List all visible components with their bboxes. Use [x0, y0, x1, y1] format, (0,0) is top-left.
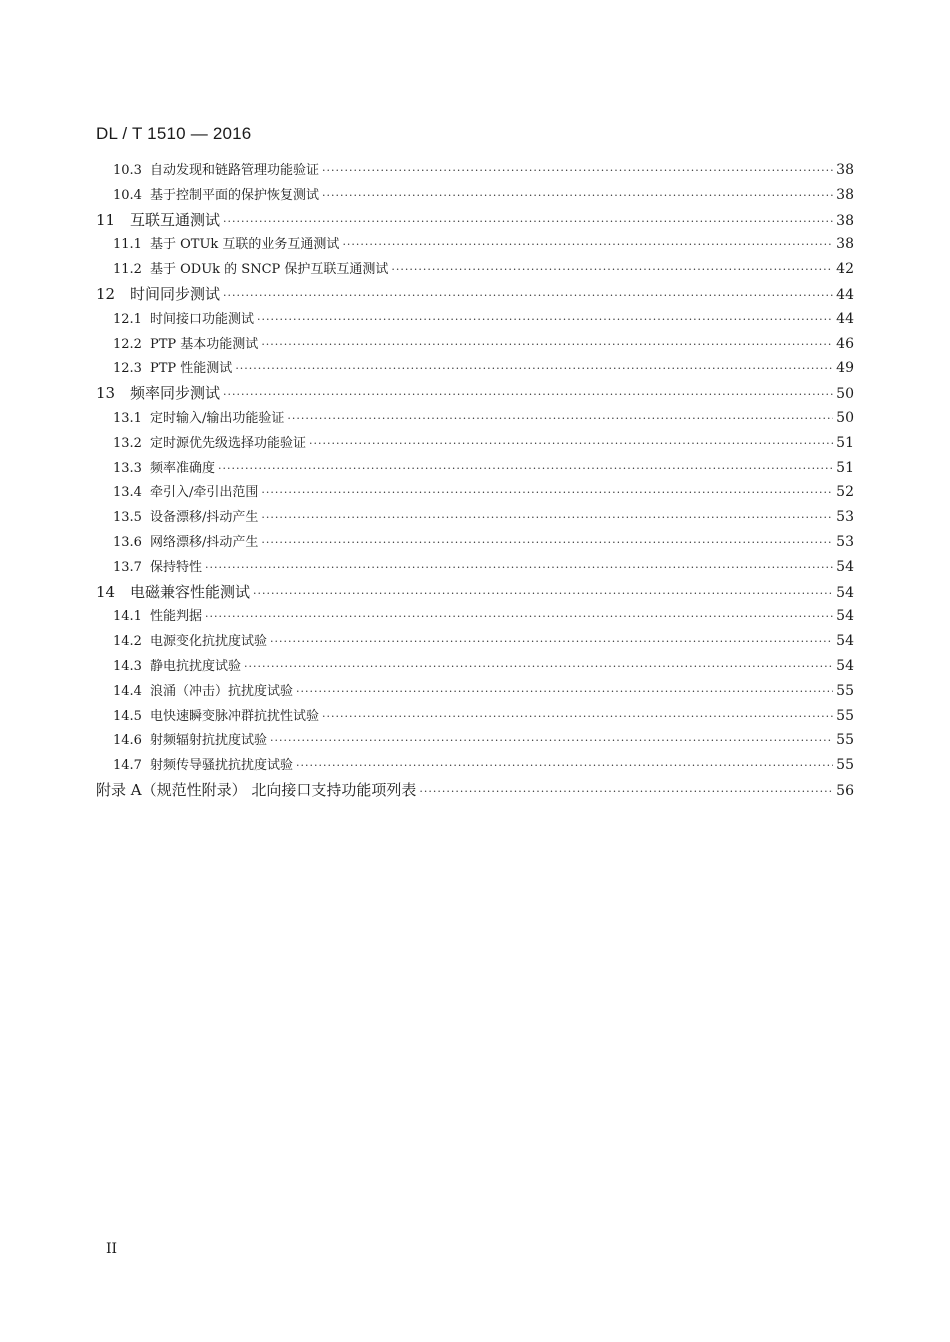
dot-leader — [261, 506, 833, 531]
toc-entry-page: 46 — [836, 335, 854, 352]
toc-entry-13[interactable] — [96, 381, 854, 406]
toc-entry-12-3[interactable] — [96, 356, 854, 381]
document-id-header: DL / T 1510 — 2016 — [96, 124, 252, 143]
toc-entry-14-1[interactable] — [96, 604, 854, 629]
toc-entry-number: 12 — [96, 284, 116, 303]
toc-entry-number: 14.7 — [113, 758, 142, 774]
toc-entry-number: 13 — [96, 384, 116, 403]
toc-entry-10-3[interactable] — [96, 158, 854, 183]
toc-entry-number: 13.1 — [113, 410, 142, 426]
toc-entry-page: 54 — [836, 633, 854, 650]
toc-entry-title: 性能判据 — [150, 609, 203, 625]
toc-entry-page: 55 — [836, 732, 854, 749]
toc-entry-number: 12.2 — [113, 336, 142, 352]
toc-entry-number: 14.4 — [113, 683, 142, 699]
toc-entry-14-4[interactable] — [96, 679, 854, 704]
page-number-footer: II — [106, 1241, 118, 1257]
toc-entry-page: 54 — [836, 558, 854, 575]
toc-entry-number: 11.1 — [113, 237, 142, 253]
toc-entry-page: 53 — [836, 533, 854, 550]
dot-leader — [287, 407, 833, 432]
toc-entry-title: 基于 ODUk 的 SNCP 保护互联互通测试 — [150, 262, 389, 278]
toc-entry-14-5[interactable] — [96, 704, 854, 729]
toc-entry-number: 14.6 — [113, 733, 142, 749]
toc-entry-number: 12.1 — [113, 311, 142, 327]
toc-entry-page: 38 — [836, 236, 854, 253]
toc-entry-page: 42 — [836, 261, 854, 278]
toc-entry-title: PTP 基本功能测试 — [150, 336, 259, 352]
toc-entry-title: 定时源优先级选择功能验证 — [150, 435, 307, 451]
toc-entry-number: 14.3 — [113, 658, 142, 674]
toc-entry-page: 55 — [836, 707, 854, 724]
toc-entry-title: 电磁兼容性能测试 — [130, 582, 251, 601]
toc-entry-title: 频率准确度 — [150, 460, 216, 476]
toc-entry-13-4[interactable] — [96, 480, 854, 505]
toc-entry-page: 54 — [836, 608, 854, 625]
toc-entry-page: 56 — [836, 782, 854, 799]
toc-entry-number: 14.1 — [113, 609, 142, 625]
toc-entry-14-3[interactable] — [96, 654, 854, 679]
dot-leader — [235, 357, 833, 382]
toc-entry-number: 13.4 — [113, 485, 142, 501]
toc-entry-11[interactable] — [96, 208, 854, 233]
toc-entry-page: 38 — [836, 162, 854, 178]
toc-entry-title: 附录 A（规范性附录） 北向接口支持功能项列表 — [96, 780, 417, 799]
toc-entry-12[interactable] — [96, 282, 854, 307]
dot-leader — [261, 531, 833, 556]
toc-entry-title: 射频传导骚扰抗扰度试验 — [150, 758, 294, 774]
toc-entry-page: 44 — [836, 286, 854, 303]
dot-leader — [218, 457, 833, 482]
toc-entry-number: 13.7 — [113, 559, 142, 575]
toc-entry-13-3[interactable] — [96, 456, 854, 481]
toc-entry-14[interactable] — [96, 580, 854, 605]
toc-entry-title: 频率同步测试 — [130, 384, 221, 403]
toc-entry-page: 54 — [836, 657, 854, 674]
toc-entry-page: 49 — [836, 360, 854, 377]
toc-entry-title: 电快速瞬变脉冲群抗扰性试验 — [150, 708, 320, 724]
toc-entry-page: 54 — [836, 584, 854, 601]
toc-entry-14-6[interactable] — [96, 728, 854, 753]
dot-leader — [322, 159, 833, 184]
toc-entry-10-4[interactable] — [96, 183, 854, 208]
dot-leader — [261, 481, 833, 506]
toc-entry-title: 浪涌（冲击）抗扰度试验 — [150, 683, 294, 699]
toc-entry-appendix-a[interactable] — [96, 778, 854, 803]
toc-entry-number: 10.3 — [113, 163, 142, 178]
toc-entry-page: 38 — [836, 186, 854, 203]
toc-entry-title: 牵引入/牵引出范围 — [150, 485, 259, 501]
toc-entry-number: 13.5 — [113, 510, 142, 526]
toc-entry-title: 网络漂移/抖动产生 — [150, 534, 259, 550]
toc-entry-title: 互联互通测试 — [130, 210, 221, 229]
toc-entry-page: 55 — [836, 757, 854, 774]
toc-entry-title: 定时输入/输出功能验证 — [150, 410, 285, 426]
toc-entry-title: 基于控制平面的保护恢复测试 — [150, 187, 320, 203]
dot-leader — [322, 184, 833, 209]
toc-entry-13-7[interactable] — [96, 555, 854, 580]
dot-leader — [342, 233, 833, 258]
toc-entry-12-1[interactable] — [96, 307, 854, 332]
toc-entry-13-5[interactable] — [96, 505, 854, 530]
dot-leader — [244, 655, 833, 680]
toc-entry-page: 51 — [836, 459, 854, 476]
dot-leader — [205, 556, 833, 581]
dot-leader — [257, 308, 833, 333]
toc-entry-number: 14 — [96, 582, 116, 601]
toc-entry-title: 设备漂移/抖动产生 — [150, 510, 259, 526]
table-of-contents — [96, 158, 854, 803]
toc-entry-12-2[interactable] — [96, 332, 854, 357]
dot-leader — [253, 582, 833, 607]
dot-leader — [296, 754, 833, 779]
toc-entry-page: 51 — [836, 434, 854, 451]
toc-entry-number: 13.3 — [113, 460, 142, 476]
dot-leader — [309, 432, 833, 457]
dot-leader — [270, 729, 833, 754]
toc-entry-title: 保持特性 — [150, 559, 203, 575]
toc-entry-title: 时间接口功能测试 — [150, 311, 255, 327]
toc-entry-number: 12.3 — [113, 361, 142, 377]
toc-entry-14-2[interactable] — [96, 629, 854, 654]
toc-entry-title: 静电抗扰度试验 — [150, 658, 242, 674]
toc-entry-title: 基于 OTUk 互联的业务互通测试 — [150, 237, 340, 253]
toc-entry-number: 11 — [96, 210, 116, 229]
toc-entry-number: 13.6 — [113, 534, 142, 550]
toc-entry-title: 自动发现和链路管理功能验证 — [150, 163, 320, 178]
toc-entry-number: 13.2 — [113, 435, 142, 451]
toc-entry-title: 电源变化抗扰度试验 — [150, 634, 268, 650]
dot-leader — [270, 630, 833, 655]
dot-leader — [296, 680, 833, 705]
toc-entry-page: 55 — [836, 682, 854, 699]
toc-entry-title: 射频辐射抗扰度试验 — [150, 733, 268, 749]
toc-entry-page: 44 — [836, 310, 854, 327]
toc-entry-title: PTP 性能测试 — [150, 361, 233, 377]
toc-entry-page: 52 — [836, 484, 854, 501]
dot-leader — [205, 605, 833, 630]
toc-entry-number: 10.4 — [113, 187, 142, 203]
toc-entry-11-2[interactable] — [96, 257, 854, 282]
toc-entry-page: 50 — [836, 386, 854, 403]
toc-entry-13-6[interactable] — [96, 530, 854, 555]
toc-entry-number: 14.5 — [113, 708, 142, 724]
dot-leader — [223, 383, 833, 408]
dot-leader — [223, 284, 833, 309]
toc-entry-number: 11.2 — [113, 262, 142, 278]
dot-leader — [261, 333, 833, 358]
toc-entry-11-1[interactable] — [96, 232, 854, 257]
dot-leader — [391, 258, 833, 283]
dot-leader — [419, 780, 833, 805]
toc-entry-14-7[interactable] — [96, 753, 854, 778]
toc-entry-page: 50 — [836, 409, 854, 426]
toc-entry-page: 53 — [836, 509, 854, 526]
toc-entry-13-1[interactable] — [96, 406, 854, 431]
toc-entry-13-2[interactable] — [96, 431, 854, 456]
toc-entry-page: 38 — [836, 212, 854, 229]
dot-leader — [223, 210, 833, 235]
toc-entry-title: 时间同步测试 — [130, 284, 221, 303]
dot-leader — [322, 705, 833, 730]
toc-entry-number: 14.2 — [113, 634, 142, 650]
